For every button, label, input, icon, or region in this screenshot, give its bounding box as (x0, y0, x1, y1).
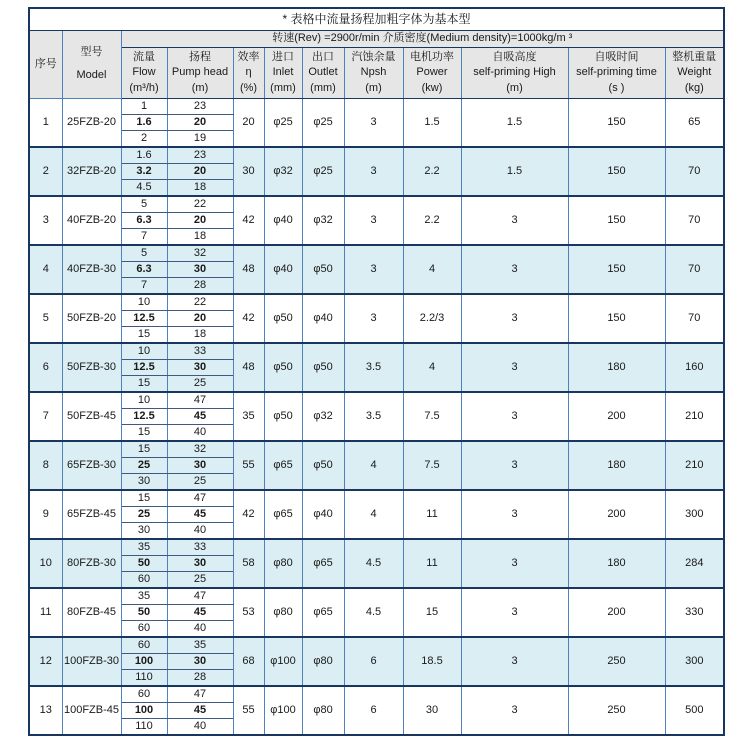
cell-head: 25 (167, 572, 233, 589)
cell-inlet: φ32 (264, 147, 302, 196)
cell-flow-basic: 1.6 (121, 115, 167, 131)
cell-self-priming-high: 3 (461, 196, 568, 245)
cell-outlet: φ80 (302, 637, 344, 686)
cell-weight: 70 (665, 294, 724, 343)
cell-no: 10 (29, 539, 62, 588)
cell-inlet: φ40 (264, 245, 302, 294)
cell-power: 30 (403, 686, 461, 735)
hdr-line: (m) (365, 81, 382, 94)
cell-power: 11 (403, 490, 461, 539)
cell-model: 32FZB-20 (62, 147, 121, 196)
col-header-power (403, 48, 461, 99)
cell-flow: 60 (121, 572, 167, 589)
cell-no: 5 (29, 294, 62, 343)
cell-npsh: 3.5 (344, 343, 403, 392)
cell-inlet: φ25 (264, 99, 302, 148)
col-header-flow (121, 48, 167, 99)
cell-self-priming-high: 3 (461, 539, 568, 588)
cell-npsh: 3 (344, 99, 403, 148)
cell-power: 2.2 (403, 196, 461, 245)
cell-head-basic: 30 (167, 458, 233, 474)
cell-no: 2 (29, 147, 62, 196)
col-header-head (167, 48, 233, 99)
cell-inlet: φ100 (264, 686, 302, 735)
table-row (29, 490, 724, 507)
cell-no: 13 (29, 686, 62, 735)
hdr-line: (mm) (310, 81, 336, 94)
cell-weight: 284 (665, 539, 724, 588)
cell-npsh: 3 (344, 196, 403, 245)
cell-inlet: φ50 (264, 343, 302, 392)
column-header-row (29, 48, 724, 99)
cell-head: 18 (167, 327, 233, 344)
cell-head-basic: 30 (167, 654, 233, 670)
cell-npsh: 3.5 (344, 392, 403, 441)
cell-self-priming-high: 3 (461, 686, 568, 735)
hdr-line: 进口 (272, 50, 294, 63)
cell-flow: 10 (121, 294, 167, 311)
cell-head: 28 (167, 670, 233, 687)
cell-npsh: 4.5 (344, 539, 403, 588)
col-header-self-priming-high (461, 48, 568, 99)
cell-self-priming-time: 250 (568, 637, 665, 686)
hdr-line: (kw) (421, 81, 443, 94)
cell-head-basic: 45 (167, 409, 233, 425)
cell-outlet: φ80 (302, 686, 344, 735)
table-body (29, 99, 724, 736)
cell-head: 18 (167, 180, 233, 197)
hdr-line: Pump head (171, 66, 229, 79)
cell-flow: 15 (121, 441, 167, 458)
hdr-line: Flow (132, 66, 156, 79)
cell-flow: 5 (121, 245, 167, 262)
cell-self-priming-time: 200 (568, 490, 665, 539)
cell-outlet: φ65 (302, 539, 344, 588)
table-row (29, 686, 724, 703)
hdr-line: Inlet (272, 66, 294, 79)
cell-flow: 7 (121, 278, 167, 295)
cell-self-priming-time: 250 (568, 686, 665, 735)
cell-head: 28 (167, 278, 233, 295)
cell-inlet: φ50 (264, 392, 302, 441)
cell-power: 2.2/3 (403, 294, 461, 343)
cell-efficiency: 42 (233, 196, 264, 245)
cell-flow-basic: 100 (121, 703, 167, 719)
cell-flow-basic: 25 (121, 458, 167, 474)
table-row (29, 343, 724, 360)
cell-outlet: φ40 (302, 490, 344, 539)
table-row (29, 441, 724, 458)
cell-weight: 70 (665, 196, 724, 245)
cell-flow: 1.6 (121, 147, 167, 164)
hdr-line: 汽蚀余量 (351, 50, 396, 63)
condition-note: 转速(Rev) =2900r/min 介质密度(Medium density)=1000kg/m ³ (121, 31, 724, 48)
col-header-model-en: Model (76, 69, 107, 81)
cell-flow-basic: 12.5 (121, 360, 167, 376)
cell-head: 23 (167, 147, 233, 164)
table-row (29, 147, 724, 164)
table-title-row (29, 8, 724, 31)
cell-head: 19 (167, 131, 233, 148)
col-header-outlet (302, 48, 344, 99)
col-header-self-priming-time (568, 48, 665, 99)
cell-efficiency: 42 (233, 294, 264, 343)
hdr-line: Npsh (360, 66, 387, 79)
cell-model: 50FZB-30 (62, 343, 121, 392)
table-row (29, 392, 724, 409)
cell-weight: 65 (665, 99, 724, 148)
cell-self-priming-high: 3 (461, 490, 568, 539)
hdr-line: η (245, 66, 252, 79)
cell-flow-basic: 3.2 (121, 164, 167, 180)
cell-head: 25 (167, 376, 233, 393)
table-row (29, 637, 724, 654)
cell-efficiency: 55 (233, 686, 264, 735)
cell-flow: 35 (121, 539, 167, 556)
cell-self-priming-time: 150 (568, 196, 665, 245)
cell-power: 7.5 (403, 392, 461, 441)
table-row (29, 294, 724, 311)
cell-npsh: 3 (344, 245, 403, 294)
cell-head: 40 (167, 523, 233, 540)
cell-self-priming-time: 200 (568, 392, 665, 441)
hdr-line: 效率 (237, 50, 260, 63)
cell-head: 33 (167, 539, 233, 556)
cell-npsh: 6 (344, 686, 403, 735)
cell-weight: 330 (665, 588, 724, 637)
cell-inlet: φ80 (264, 539, 302, 588)
cell-flow: 60 (121, 637, 167, 654)
cell-weight: 70 (665, 245, 724, 294)
cell-head-basic: 20 (167, 311, 233, 327)
cell-weight: 70 (665, 147, 724, 196)
hdr-line: 流量 (133, 50, 155, 63)
cell-model: 80FZB-30 (62, 539, 121, 588)
cell-flow: 15 (121, 327, 167, 344)
cell-flow-basic: 12.5 (121, 311, 167, 327)
cell-efficiency: 20 (233, 99, 264, 148)
col-header-weight (665, 48, 724, 99)
cell-efficiency: 35 (233, 392, 264, 441)
spacer (63, 60, 121, 69)
cell-self-priming-time: 180 (568, 539, 665, 588)
cell-model: 65FZB-45 (62, 490, 121, 539)
cell-flow-basic: 12.5 (121, 409, 167, 425)
cell-model: 50FZB-45 (62, 392, 121, 441)
cell-weight: 500 (665, 686, 724, 735)
cell-flow-basic: 6.3 (121, 213, 167, 229)
cell-flow: 30 (121, 474, 167, 491)
cell-flow: 10 (121, 392, 167, 409)
cell-head: 18 (167, 229, 233, 246)
col-header-inlet (264, 48, 302, 99)
cell-inlet: φ100 (264, 637, 302, 686)
cell-self-priming-time: 180 (568, 343, 665, 392)
cell-head: 47 (167, 392, 233, 409)
cell-outlet: φ25 (302, 147, 344, 196)
hdr-line: Power (416, 66, 448, 79)
cell-head: 33 (167, 343, 233, 360)
cell-self-priming-high: 3 (461, 245, 568, 294)
cell-power: 18.5 (403, 637, 461, 686)
cell-flow: 15 (121, 490, 167, 507)
cell-no: 3 (29, 196, 62, 245)
hdr-line: (%) (239, 81, 258, 94)
cell-self-priming-high: 1.5 (461, 99, 568, 148)
cell-self-priming-high: 3 (461, 441, 568, 490)
cell-model: 50FZB-20 (62, 294, 121, 343)
cell-power: 4 (403, 245, 461, 294)
cell-self-priming-high: 3 (461, 343, 568, 392)
cell-no: 1 (29, 99, 62, 148)
cell-npsh: 4 (344, 441, 403, 490)
cell-head-basic: 45 (167, 507, 233, 523)
cell-head-basic: 30 (167, 360, 233, 376)
cell-inlet: φ50 (264, 294, 302, 343)
cell-npsh: 6 (344, 637, 403, 686)
cell-no: 11 (29, 588, 62, 637)
cell-efficiency: 58 (233, 539, 264, 588)
cell-flow: 7 (121, 229, 167, 246)
cell-self-priming-time: 150 (568, 294, 665, 343)
cell-flow: 35 (121, 588, 167, 605)
cell-head: 22 (167, 196, 233, 213)
cell-flow: 110 (121, 670, 167, 687)
cell-flow-basic: 6.3 (121, 262, 167, 278)
cell-head-basic: 20 (167, 213, 233, 229)
cell-head: 40 (167, 719, 233, 736)
cell-model: 65FZB-30 (62, 441, 121, 490)
cell-efficiency: 68 (233, 637, 264, 686)
hdr-line: 自吸高度 (492, 50, 537, 63)
hdr-line: (m) (506, 81, 523, 94)
table-row (29, 539, 724, 556)
cell-inlet: φ65 (264, 441, 302, 490)
cell-head-basic: 30 (167, 262, 233, 278)
hdr-line: 出口 (312, 50, 334, 63)
cell-flow: 110 (121, 719, 167, 736)
cell-efficiency: 53 (233, 588, 264, 637)
col-header-npsh (344, 48, 403, 99)
cell-model: 80FZB-45 (62, 588, 121, 637)
cell-no: 9 (29, 490, 62, 539)
cell-no: 7 (29, 392, 62, 441)
cell-flow: 4.5 (121, 180, 167, 197)
cell-inlet: φ40 (264, 196, 302, 245)
cell-self-priming-high: 3 (461, 392, 568, 441)
cell-head: 22 (167, 294, 233, 311)
cell-head-basic: 45 (167, 605, 233, 621)
cell-weight: 210 (665, 392, 724, 441)
cell-inlet: φ80 (264, 588, 302, 637)
cell-self-priming-time: 150 (568, 99, 665, 148)
cell-flow: 1 (121, 99, 167, 115)
pump-spec-table (28, 7, 725, 736)
cell-head: 47 (167, 588, 233, 605)
cell-npsh: 3 (344, 147, 403, 196)
cell-weight: 300 (665, 637, 724, 686)
hdr-line: (mm) (270, 81, 296, 94)
condition-row (29, 31, 724, 48)
col-header-model-cn: 型号 (80, 46, 103, 59)
cell-self-priming-high: 3 (461, 588, 568, 637)
cell-efficiency: 30 (233, 147, 264, 196)
cell-power: 15 (403, 588, 461, 637)
cell-head-basic: 20 (167, 115, 233, 131)
cell-outlet: φ65 (302, 588, 344, 637)
cell-head: 40 (167, 621, 233, 638)
cell-head: 47 (167, 490, 233, 507)
cell-head: 35 (167, 637, 233, 654)
cell-head-basic: 20 (167, 164, 233, 180)
hdr-line: (s ) (608, 81, 625, 94)
hdr-line: 自吸时间 (594, 50, 639, 63)
cell-flow: 30 (121, 523, 167, 540)
cell-flow: 15 (121, 425, 167, 442)
cell-head: 40 (167, 425, 233, 442)
cell-flow: 15 (121, 376, 167, 393)
cell-efficiency: 42 (233, 490, 264, 539)
cell-outlet: φ32 (302, 196, 344, 245)
cell-efficiency: 55 (233, 441, 264, 490)
cell-head: 23 (167, 99, 233, 115)
cell-npsh: 4.5 (344, 588, 403, 637)
hdr-line: 电机功率 (410, 50, 454, 63)
cell-efficiency: 48 (233, 245, 264, 294)
table-row (29, 588, 724, 605)
cell-flow-basic: 50 (121, 556, 167, 572)
cell-weight: 160 (665, 343, 724, 392)
hdr-line: 扬程 (189, 50, 211, 63)
cell-flow-basic: 50 (121, 605, 167, 621)
cell-outlet: φ25 (302, 99, 344, 148)
hdr-line: (kg) (684, 81, 704, 94)
cell-outlet: φ40 (302, 294, 344, 343)
table-row (29, 245, 724, 262)
cell-head: 32 (167, 245, 233, 262)
cell-flow: 60 (121, 686, 167, 703)
cell-model: 40FZB-20 (62, 196, 121, 245)
cell-npsh: 3 (344, 294, 403, 343)
cell-self-priming-high: 3 (461, 637, 568, 686)
cell-flow: 60 (121, 621, 167, 638)
cell-no: 4 (29, 245, 62, 294)
cell-model: 25FZB-20 (62, 99, 121, 148)
cell-power: 1.5 (403, 99, 461, 148)
col-header-no (29, 31, 62, 99)
cell-head-basic: 30 (167, 556, 233, 572)
cell-no: 12 (29, 637, 62, 686)
cell-power: 2.2 (403, 147, 461, 196)
cell-self-priming-high: 1.5 (461, 147, 568, 196)
col-header-model (62, 31, 121, 99)
cell-outlet: φ50 (302, 245, 344, 294)
table-row (29, 99, 724, 115)
cell-self-priming-time: 200 (568, 588, 665, 637)
cell-flow: 5 (121, 196, 167, 213)
cell-efficiency: 48 (233, 343, 264, 392)
cell-flow-basic: 100 (121, 654, 167, 670)
cell-model: 40FZB-30 (62, 245, 121, 294)
hdr-line: (m) (191, 81, 209, 94)
hdr-line: 整机重量 (672, 50, 717, 63)
cell-head: 47 (167, 686, 233, 703)
cell-outlet: φ50 (302, 441, 344, 490)
hdr-line: (m³/h) (129, 81, 159, 94)
cell-weight: 210 (665, 441, 724, 490)
hdr-line: self-priming High (473, 66, 556, 79)
cell-inlet: φ65 (264, 490, 302, 539)
cell-flow-basic: 25 (121, 507, 167, 523)
hdr-line: self-priming time (576, 66, 657, 79)
cell-self-priming-time: 150 (568, 147, 665, 196)
table-title: * 表格中流量扬程加粗字体为基本型 (29, 8, 724, 31)
cell-outlet: φ50 (302, 343, 344, 392)
cell-power: 4 (403, 343, 461, 392)
cell-power: 7.5 (403, 441, 461, 490)
col-header-no-label: 序号 (34, 57, 57, 70)
cell-head: 25 (167, 474, 233, 491)
hdr-line: Outlet (308, 66, 338, 79)
hdr-line: Weight (677, 66, 712, 79)
cell-weight: 300 (665, 490, 724, 539)
cell-flow: 10 (121, 343, 167, 360)
cell-self-priming-time: 150 (568, 245, 665, 294)
cell-no: 6 (29, 343, 62, 392)
cell-self-priming-time: 180 (568, 441, 665, 490)
table-row (29, 196, 724, 213)
cell-model: 100FZB-45 (62, 686, 121, 735)
col-header-eff (233, 48, 264, 99)
cell-head: 32 (167, 441, 233, 458)
cell-power: 11 (403, 539, 461, 588)
cell-head-basic: 45 (167, 703, 233, 719)
cell-no: 8 (29, 441, 62, 490)
cell-self-priming-high: 3 (461, 294, 568, 343)
cell-outlet: φ32 (302, 392, 344, 441)
cell-model: 100FZB-30 (62, 637, 121, 686)
cell-flow: 2 (121, 131, 167, 148)
cell-npsh: 4 (344, 490, 403, 539)
